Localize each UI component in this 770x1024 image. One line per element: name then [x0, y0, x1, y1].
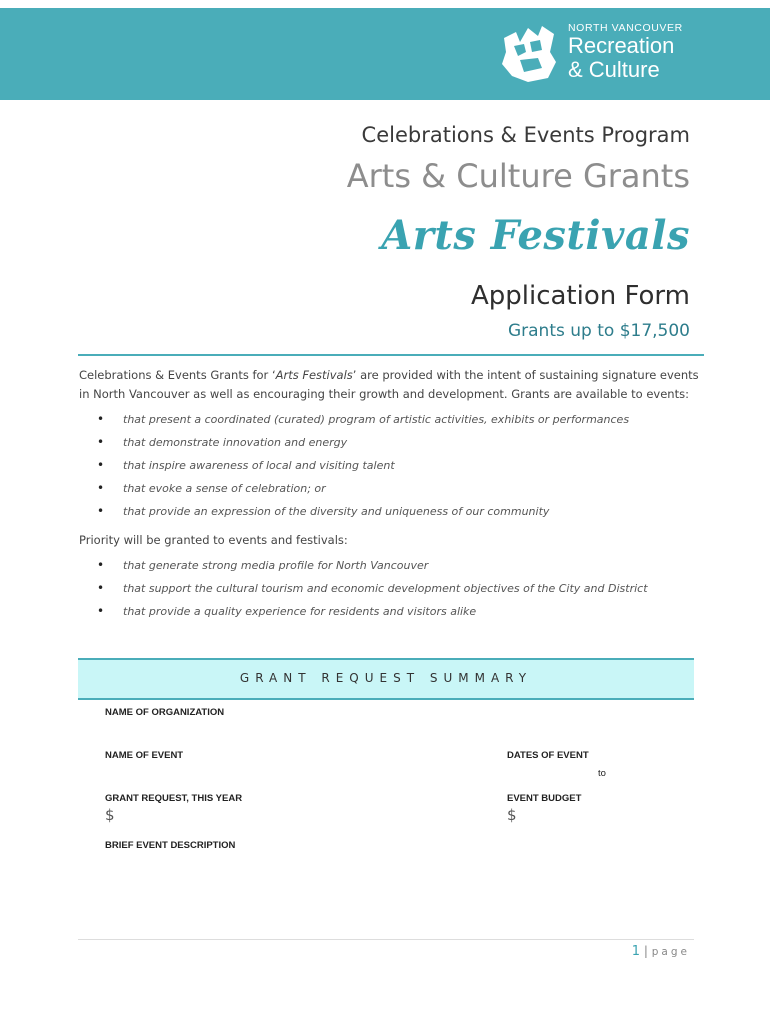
- logo-text: [568, 22, 683, 82]
- intro-text-end: ’ are provided with the intent of sustaining signature events in North Vancouver as well as encouraging their growth and development. Grants are available to events:: [79, 368, 699, 401]
- header-banner: [0, 8, 770, 100]
- page-number: [632, 944, 690, 959]
- priority-paragraph: Priority will be granted to events and festivals:: [79, 533, 348, 547]
- dates-to-text: to: [598, 768, 606, 779]
- grant-request-field[interactable]: $: [105, 806, 115, 824]
- program-title: Celebrations & Events Program: [361, 123, 690, 147]
- event-dates-label: DATES OF EVENT: [507, 750, 589, 761]
- logo-line-2: & Culture: [568, 57, 660, 82]
- grants-title: Arts & Culture Grants: [346, 157, 690, 195]
- page-word: page: [651, 946, 690, 958]
- event-description-label: BRIEF EVENT DESCRIPTION: [105, 840, 236, 851]
- grant-request-label: GRANT REQUEST, THIS YEAR: [105, 793, 243, 804]
- list-item: • that inspire awareness of local and visiting talent: [79, 454, 705, 477]
- intro-section: [79, 366, 705, 623]
- form-title: Application Form: [470, 281, 690, 311]
- list-item: • that provide an expression of the diversity and uniqueness of our community: [79, 500, 705, 523]
- intro-text-italic: Arts Festivals: [275, 368, 353, 382]
- title-block: [347, 120, 690, 344]
- list-item: • that present a coordinated (curated) program of artistic activities, exhibits or performances: [79, 408, 705, 431]
- eligibility-list: [79, 408, 705, 523]
- list-item: • that support the cultural tourism and economic development objectives of the City and District: [79, 577, 705, 600]
- footer-divider: [78, 939, 694, 940]
- festivals-title: Arts Festivals: [381, 212, 690, 259]
- list-item: • that demonstrate innovation and energy: [79, 431, 705, 454]
- organization-name-label: NAME OF ORGANIZATION: [105, 707, 225, 718]
- hand-logo-icon: [498, 22, 560, 84]
- list-item: • that provide a quality experience for residents and visitors alike: [79, 600, 705, 623]
- event-budget-field[interactable]: $: [507, 806, 517, 824]
- logo-subtitle: NORTH VANCOUVER: [568, 22, 683, 34]
- summary-title: GRANT REQUEST SUMMARY: [239, 671, 533, 685]
- event-budget-label: EVENT BUDGET: [507, 793, 582, 804]
- intro-text-start: Celebrations & Events Grants for ‘: [79, 368, 276, 382]
- logo: [498, 22, 698, 88]
- page-number-value: 1: [631, 944, 641, 959]
- priority-list: [79, 554, 705, 623]
- logo-line-1: Recreation: [568, 33, 675, 58]
- top-divider: [78, 354, 704, 356]
- list-item: • that evoke a sense of celebration; or: [79, 477, 705, 500]
- page-separator: |: [643, 944, 648, 958]
- list-item: • that generate strong media profile for North Vancouver: [79, 554, 705, 577]
- grant-amount: Grants up to $17,500: [507, 321, 690, 341]
- summary-header: [78, 658, 694, 700]
- intro-paragraph: [79, 366, 705, 404]
- event-name-label: NAME OF EVENT: [105, 750, 184, 761]
